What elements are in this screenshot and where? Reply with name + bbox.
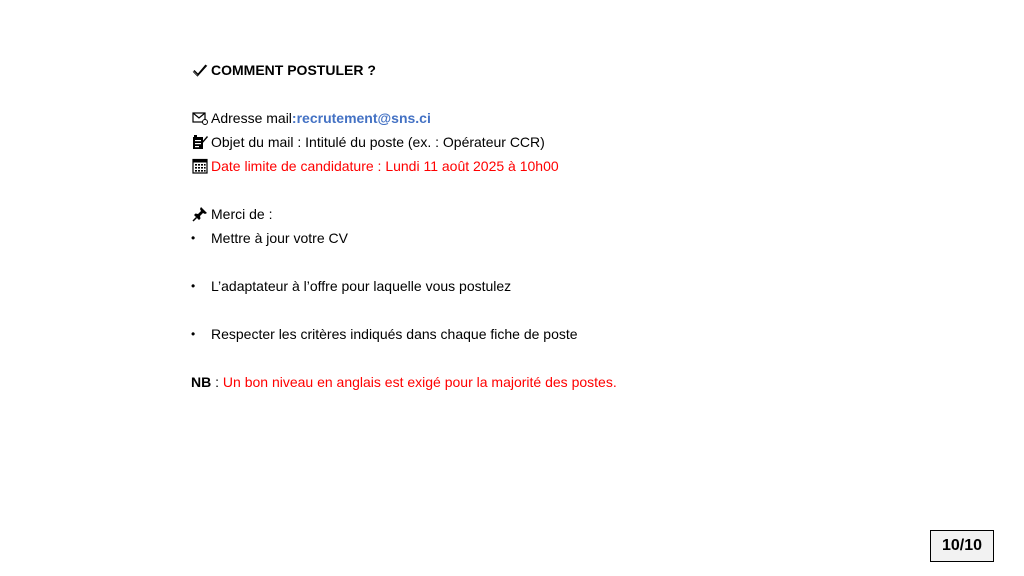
note-separator: : bbox=[211, 374, 223, 390]
page-number: 10/10 bbox=[930, 530, 994, 562]
note-line bbox=[191, 370, 891, 394]
check-mark-icon bbox=[191, 61, 209, 79]
note-text: Un bon niveau en anglais est exigé pour la majorité des postes. bbox=[222, 374, 617, 390]
bullet: • bbox=[191, 279, 196, 293]
heading-line bbox=[191, 58, 891, 82]
list-item bbox=[191, 274, 891, 298]
envelope-icon bbox=[191, 109, 209, 127]
list-item-text: Respecter les critères indiqués dans chaque fiche de poste bbox=[211, 326, 578, 342]
subject-text: Objet du mail : Intitulé du poste (ex. : Opérateur CCR) bbox=[211, 134, 545, 150]
email-label: Adresse mail bbox=[211, 110, 292, 126]
slide-content bbox=[191, 58, 891, 394]
memo-icon bbox=[191, 133, 209, 151]
email-separator: : bbox=[291, 110, 297, 126]
subject-line bbox=[191, 130, 891, 154]
list-item bbox=[191, 226, 891, 250]
section-heading: COMMENT POSTULER ? bbox=[211, 62, 376, 78]
note-label: NB bbox=[191, 374, 212, 390]
email-link[interactable]: recrutement@sns.ci bbox=[296, 110, 431, 126]
email-line bbox=[191, 106, 891, 130]
instructions-intro-line bbox=[191, 202, 891, 226]
list-item bbox=[191, 322, 891, 346]
deadline-line bbox=[191, 154, 891, 178]
instructions-intro: Merci de : bbox=[211, 206, 273, 222]
calendar-icon bbox=[191, 157, 209, 175]
pushpin-icon bbox=[191, 205, 209, 223]
list-item-text: L’adaptateur à l’offre pour laquelle vous postulez bbox=[211, 278, 512, 294]
bullet: • bbox=[191, 327, 196, 341]
bullet: • bbox=[191, 231, 196, 245]
list-item-text: Mettre à jour votre CV bbox=[211, 230, 348, 246]
deadline-text: Date limite de candidature : Lundi 11 août 2025 à 10h00 bbox=[211, 158, 559, 174]
